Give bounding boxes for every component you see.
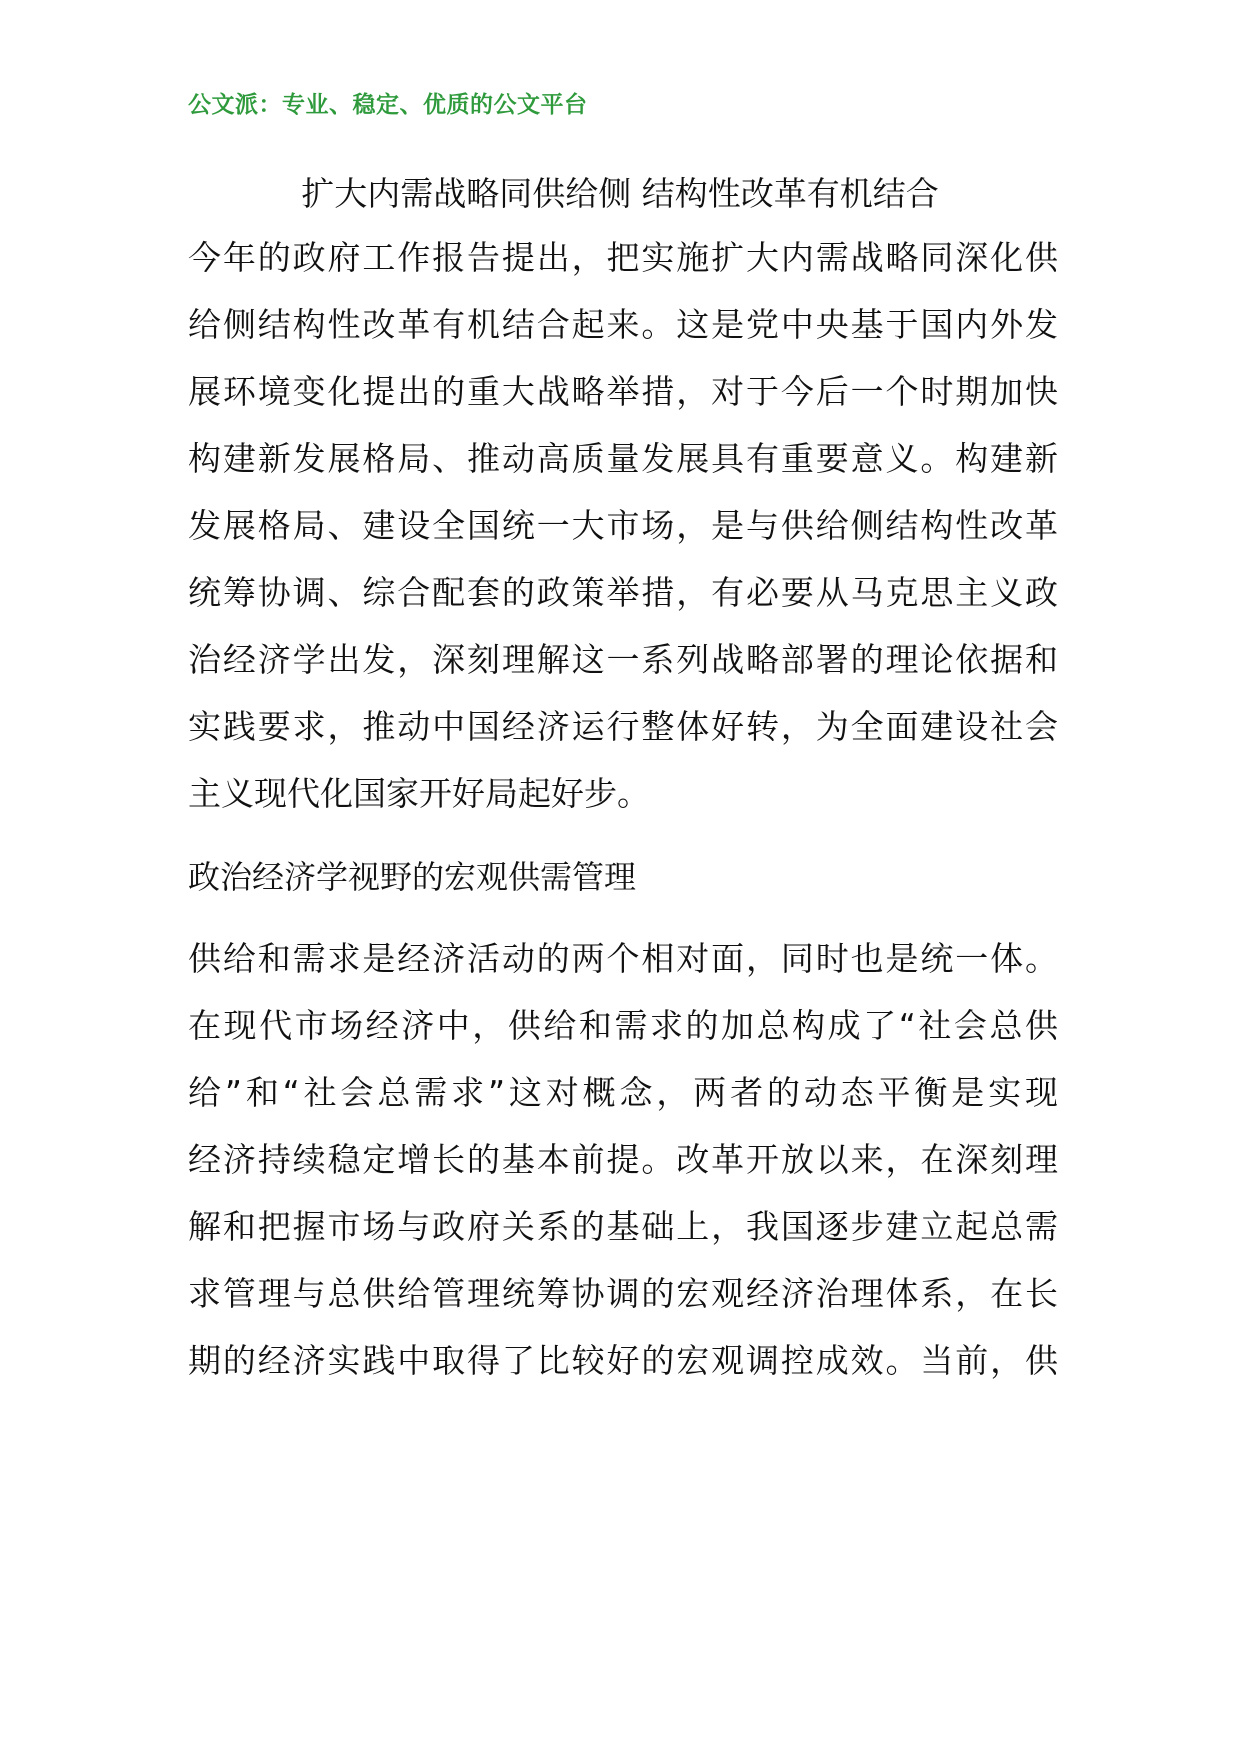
paragraph-line: 今年的政府工作报告提出，把实施扩大内需战略同深化供 <box>188 238 1058 277</box>
paragraph-line: 统筹协调、综合配套的政策举措，有必要从马克思主义政 <box>188 573 1058 612</box>
site-banner: 公文派：专业、稳定、优质的公文平台 <box>188 92 588 118</box>
paragraph-line: 给”和“社会总需求”这对概念，两者的动态平衡是实现 <box>188 1073 1058 1112</box>
paragraph-line: 供给和需求是经济活动的两个相对面，同时也是统一体。 <box>188 939 1058 978</box>
paragraph-line: 解和把握市场与政府关系的基础上，我国逐步建立起总需 <box>188 1207 1058 1246</box>
paragraph-line: 主义现代化国家开好局起好步。 <box>188 774 650 813</box>
paragraph-line: 给侧结构性改革有机结合起来。这是党中央基于国内外发 <box>188 305 1058 344</box>
paragraph-line: 期的经济实践中取得了比较好的宏观调控成效。当前，供 <box>188 1341 1058 1380</box>
paragraph-line: 在现代市场经济中，供给和需求的加总构成了“社会总供 <box>188 1006 1058 1045</box>
paragraph-line: 治经济学出发，深刻理解这一系列战略部署的理论依据和 <box>188 640 1058 679</box>
section-heading: 政治经济学视野的宏观供需管理 <box>188 858 637 896</box>
document-title: 扩大内需战略同供给侧 结构性改革有机结合 <box>301 174 939 213</box>
paragraph-line: 经济持续稳定增长的基本前提。改革开放以来，在深刻理 <box>188 1140 1058 1179</box>
paragraph-line: 发展格局、建设全国统一大市场，是与供给侧结构性改革 <box>188 506 1058 545</box>
paragraph-line: 实践要求，推动中国经济运行整体好转，为全面建设社会 <box>188 707 1058 746</box>
paragraph-line: 求管理与总供给管理统筹协调的宏观经济治理体系，在长 <box>188 1274 1058 1313</box>
paragraph-line: 构建新发展格局、推动高质量发展具有重要意义。构建新 <box>188 439 1058 478</box>
paragraph-line: 展环境变化提出的重大战略举措，对于今后一个时期加快 <box>188 372 1058 411</box>
